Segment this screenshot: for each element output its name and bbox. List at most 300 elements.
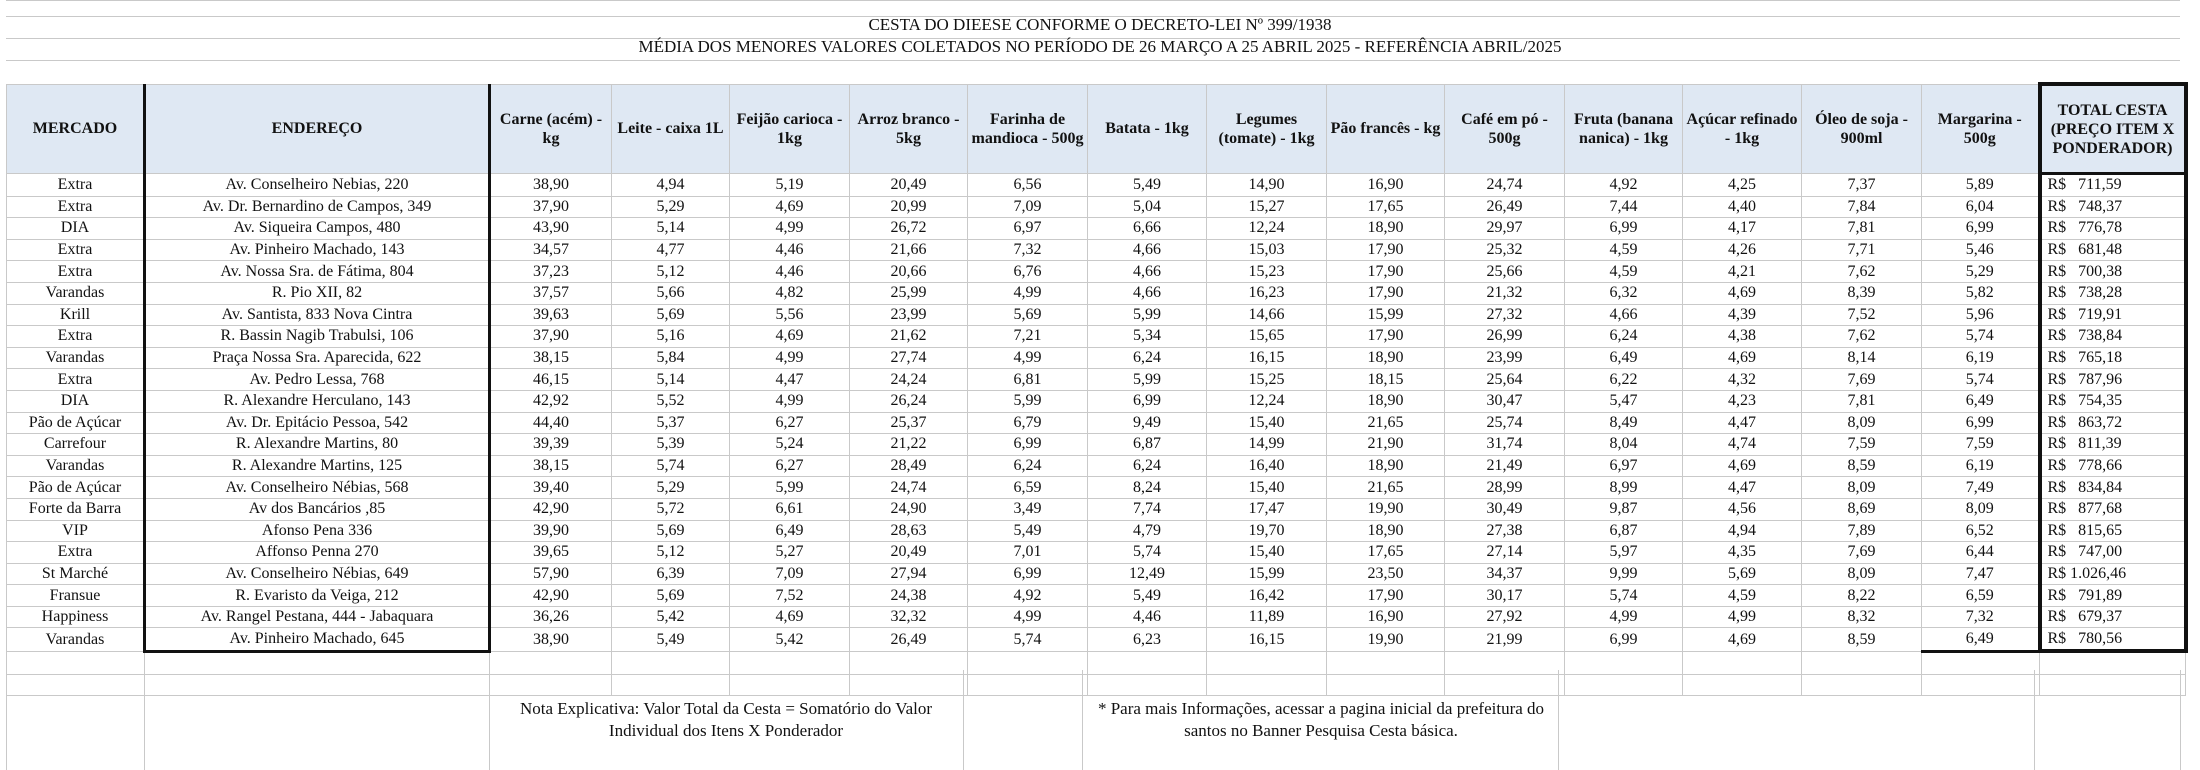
cell-price[interactable]: 4,38 [1683,326,1802,348]
cell-price[interactable]: 14,66 [1207,304,1327,326]
cell-price[interactable]: 6,66 [1088,218,1207,240]
cell-price[interactable]: 46,15 [490,369,612,391]
cell-price[interactable]: 21,62 [850,326,968,348]
cell-endereco[interactable]: Av. Siqueira Campos, 480 [145,218,490,240]
cell-price[interactable]: 15,27 [1207,196,1327,218]
cell-endereco[interactable]: R. Alexandre Herculano, 143 [145,390,490,412]
empty-cell[interactable] [490,651,612,674]
empty-cell[interactable] [1802,674,1922,696]
cell-price[interactable]: 18,15 [1327,369,1445,391]
cell-price[interactable]: 5,04 [1088,196,1207,218]
cell-price[interactable]: 16,15 [1207,347,1327,369]
cell-price[interactable]: 17,47 [1207,498,1327,520]
cell-price[interactable]: 5,49 [1088,585,1207,607]
cell-price[interactable]: 4,59 [1683,585,1802,607]
cell-mercado[interactable]: Varandas [7,455,145,477]
cell-mercado[interactable]: VIP [7,520,145,542]
cell-price[interactable]: 7,49 [1922,477,2040,499]
cell-total[interactable]: R$ 834,84 [2040,477,2186,499]
cell-price[interactable]: 43,90 [490,218,612,240]
cell-price[interactable]: 19,90 [1327,628,1445,651]
cell-price[interactable]: 5,49 [968,520,1088,542]
cell-price[interactable]: 8,59 [1802,455,1922,477]
cell-endereco[interactable]: Av. Conselheiro Nébias, 649 [145,563,490,585]
empty-cell[interactable] [1683,674,1802,696]
cell-price[interactable]: 7,44 [1565,196,1683,218]
cell-price[interactable]: 30,49 [1445,498,1565,520]
cell-price[interactable]: 6,49 [730,520,850,542]
cell-mercado[interactable]: Extra [7,174,145,197]
cell-price[interactable]: 15,23 [1207,261,1327,283]
cell-price[interactable]: 21,49 [1445,455,1565,477]
cell-total[interactable]: R$ 738,28 [2040,282,2186,304]
empty-cell[interactable] [7,674,145,696]
cell-price[interactable]: 37,90 [490,326,612,348]
cell-price[interactable]: 7,84 [1802,196,1922,218]
empty-cell[interactable] [1565,674,1683,696]
cell-price[interactable]: 27,32 [1445,304,1565,326]
cell-price[interactable]: 5,74 [968,628,1088,651]
cell-mercado[interactable]: Extra [7,261,145,283]
cell-price[interactable]: 21,22 [850,434,968,456]
cell-endereco[interactable]: Av. Nossa Sra. de Fátima, 804 [145,261,490,283]
cell-price[interactable]: 24,24 [850,369,968,391]
cell-price[interactable]: 5,72 [612,498,730,520]
cell-price[interactable]: 25,74 [1445,412,1565,434]
cell-price[interactable]: 6,49 [1922,390,2040,412]
cell-price[interactable]: 29,97 [1445,218,1565,240]
cell-price[interactable]: 4,99 [730,218,850,240]
empty-cell[interactable] [7,651,145,674]
empty-cell[interactable] [730,651,850,674]
cell-price[interactable]: 27,14 [1445,542,1565,564]
cell-price[interactable]: 26,24 [850,390,968,412]
cell-price[interactable]: 21,90 [1327,434,1445,456]
cell-price[interactable]: 4,47 [1683,477,1802,499]
cell-price[interactable]: 21,66 [850,239,968,261]
empty-cell[interactable] [968,674,1088,696]
cell-price[interactable]: 5,34 [1088,326,1207,348]
cell-price[interactable]: 8,14 [1802,347,1922,369]
cell-total[interactable]: R$ 776,78 [2040,218,2186,240]
cell-price[interactable]: 7,81 [1802,390,1922,412]
cell-price[interactable]: 20,66 [850,261,968,283]
cell-price[interactable]: 20,49 [850,174,968,197]
cell-price[interactable]: 15,40 [1207,412,1327,434]
cell-price[interactable]: 4,35 [1683,542,1802,564]
cell-price[interactable]: 26,99 [1445,326,1565,348]
cell-price[interactable]: 8,39 [1802,282,1922,304]
cell-mercado[interactable]: Varandas [7,282,145,304]
cell-price[interactable]: 24,74 [850,477,968,499]
cell-price[interactable]: 5,84 [612,347,730,369]
cell-price[interactable]: 37,23 [490,261,612,283]
cell-price[interactable]: 17,65 [1327,542,1445,564]
cell-price[interactable]: 6,24 [968,455,1088,477]
cell-price[interactable]: 30,47 [1445,390,1565,412]
cell-price[interactable]: 15,40 [1207,477,1327,499]
cell-price[interactable]: 6,59 [1922,585,2040,607]
cell-price[interactable]: 4,92 [1565,174,1683,197]
cell-price[interactable]: 23,99 [850,304,968,326]
cell-price[interactable]: 39,65 [490,542,612,564]
cell-price[interactable]: 5,89 [1922,174,2040,197]
empty-cell[interactable] [1802,651,1922,674]
cell-price[interactable]: 17,90 [1327,326,1445,348]
cell-total[interactable]: R$ 700,38 [2040,261,2186,283]
cell-price[interactable]: 4,99 [1683,606,1802,628]
empty-cell[interactable] [1683,651,1802,674]
empty-cell[interactable] [145,651,490,674]
cell-endereco[interactable]: Av. Pedro Lessa, 768 [145,369,490,391]
cell-price[interactable]: 6,44 [1922,542,2040,564]
cell-price[interactable]: 8,09 [1922,498,2040,520]
cell-total[interactable]: R$ 754,35 [2040,390,2186,412]
cell-price[interactable]: 4,21 [1683,261,1802,283]
cell-price[interactable]: 7,09 [730,563,850,585]
cell-price[interactable]: 6,99 [968,563,1088,585]
cell-price[interactable]: 4,59 [1565,239,1683,261]
cell-price[interactable]: 4,66 [1088,239,1207,261]
cell-price[interactable]: 5,74 [1565,585,1683,607]
cell-price[interactable]: 39,40 [490,477,612,499]
cell-price[interactable]: 6,97 [1565,455,1683,477]
cell-price[interactable]: 6,49 [1565,347,1683,369]
cell-price[interactable]: 42,90 [490,498,612,520]
cell-mercado[interactable]: Extra [7,542,145,564]
cell-price[interactable]: 44,40 [490,412,612,434]
cell-price[interactable]: 17,65 [1327,196,1445,218]
empty-cell[interactable] [1088,651,1207,674]
cell-mercado[interactable]: Pão de Açúcar [7,477,145,499]
empty-cell[interactable] [612,674,730,696]
cell-price[interactable]: 6,04 [1922,196,2040,218]
cell-endereco[interactable]: Av. Pinheiro Machado, 143 [145,239,490,261]
cell-price[interactable]: 4,99 [968,347,1088,369]
empty-cell[interactable] [1922,651,2040,674]
cell-price[interactable]: 18,90 [1327,218,1445,240]
empty-cell[interactable] [1565,651,1683,674]
cell-price[interactable]: 18,90 [1327,455,1445,477]
empty-cell[interactable] [1445,651,1565,674]
cell-price[interactable]: 4,77 [612,239,730,261]
cell-price[interactable]: 6,39 [612,563,730,585]
cell-price[interactable]: 8,49 [1565,412,1683,434]
cell-price[interactable]: 15,40 [1207,542,1327,564]
cell-price[interactable]: 7,21 [968,326,1088,348]
cell-price[interactable]: 4,46 [1088,606,1207,628]
cell-price[interactable]: 5,14 [612,218,730,240]
cell-price[interactable]: 26,72 [850,218,968,240]
cell-price[interactable]: 7,74 [1088,498,1207,520]
cell-mercado[interactable]: Fransue [7,585,145,607]
cell-price[interactable]: 4,99 [1565,606,1683,628]
cell-price[interactable]: 17,90 [1327,239,1445,261]
cell-price[interactable]: 4,69 [1683,455,1802,477]
cell-price[interactable]: 11,89 [1207,606,1327,628]
cell-price[interactable]: 39,90 [490,520,612,542]
cell-price[interactable]: 16,23 [1207,282,1327,304]
cell-price[interactable]: 4,66 [1088,261,1207,283]
cell-price[interactable]: 6,99 [968,434,1088,456]
cell-price[interactable]: 3,49 [968,498,1088,520]
cell-price[interactable]: 5,39 [612,434,730,456]
cell-price[interactable]: 7,52 [730,585,850,607]
cell-price[interactable]: 37,90 [490,196,612,218]
cell-price[interactable]: 25,32 [1445,239,1565,261]
cell-price[interactable]: 15,25 [1207,369,1327,391]
cell-price[interactable]: 7,81 [1802,218,1922,240]
cell-price[interactable]: 27,74 [850,347,968,369]
cell-price[interactable]: 7,52 [1802,304,1922,326]
cell-price[interactable]: 6,19 [1922,455,2040,477]
cell-price[interactable]: 15,65 [1207,326,1327,348]
cell-mercado[interactable]: Varandas [7,347,145,369]
cell-total[interactable]: R$ 711,59 [2040,174,2186,197]
cell-price[interactable]: 6,59 [968,477,1088,499]
cell-price[interactable]: 4,99 [968,282,1088,304]
cell-price[interactable]: 16,15 [1207,628,1327,651]
cell-price[interactable]: 4,47 [730,369,850,391]
cell-total[interactable]: R$ 765,18 [2040,347,2186,369]
cell-price[interactable]: 6,27 [730,455,850,477]
cell-price[interactable]: 4,66 [1565,304,1683,326]
cell-price[interactable]: 32,32 [850,606,968,628]
cell-mercado[interactable]: Pão de Açúcar [7,412,145,434]
cell-endereco[interactable]: Afonso Pena 336 [145,520,490,542]
cell-price[interactable]: 5,29 [612,477,730,499]
cell-price[interactable]: 6,81 [968,369,1088,391]
cell-price[interactable]: 6,99 [1565,628,1683,651]
cell-total[interactable]: R$ 748,37 [2040,196,2186,218]
cell-price[interactable]: 4,74 [1683,434,1802,456]
cell-price[interactable]: 4,47 [1683,412,1802,434]
cell-price[interactable]: 6,99 [1088,390,1207,412]
cell-price[interactable]: 6,76 [968,261,1088,283]
cell-total[interactable]: R$ 1.026,46 [2040,563,2186,585]
cell-price[interactable]: 4,46 [730,261,850,283]
cell-price[interactable]: 16,90 [1327,606,1445,628]
empty-cell[interactable] [1327,674,1445,696]
cell-price[interactable]: 4,69 [730,326,850,348]
cell-price[interactable]: 19,90 [1327,498,1445,520]
cell-price[interactable]: 4,69 [1683,347,1802,369]
cell-price[interactable]: 6,52 [1922,520,2040,542]
cell-price[interactable]: 4,69 [730,196,850,218]
cell-total[interactable]: R$ 877,68 [2040,498,2186,520]
cell-price[interactable]: 6,27 [730,412,850,434]
cell-total[interactable]: R$ 719,91 [2040,304,2186,326]
cell-price[interactable]: 7,01 [968,542,1088,564]
cell-price[interactable]: 24,90 [850,498,968,520]
cell-price[interactable]: 5,82 [1922,282,2040,304]
cell-price[interactable]: 4,32 [1683,369,1802,391]
empty-cell[interactable] [490,674,612,696]
empty-cell[interactable] [2040,674,2186,696]
cell-price[interactable]: 5,12 [612,542,730,564]
cell-price[interactable]: 5,96 [1922,304,2040,326]
cell-price[interactable]: 39,63 [490,304,612,326]
cell-price[interactable]: 5,69 [1683,563,1802,585]
cell-price[interactable]: 18,90 [1327,520,1445,542]
cell-price[interactable]: 26,49 [1445,196,1565,218]
cell-price[interactable]: 21,65 [1327,477,1445,499]
cell-price[interactable]: 5,69 [612,304,730,326]
cell-price[interactable]: 4,40 [1683,196,1802,218]
cell-price[interactable]: 7,47 [1922,563,2040,585]
cell-price[interactable]: 6,99 [1922,218,2040,240]
cell-price[interactable]: 8,09 [1802,412,1922,434]
cell-price[interactable]: 7,69 [1802,542,1922,564]
cell-endereco[interactable]: R. Bassin Nagib Trabulsi, 106 [145,326,490,348]
empty-cell[interactable] [850,674,968,696]
cell-price[interactable]: 8,04 [1565,434,1683,456]
cell-price[interactable]: 28,49 [850,455,968,477]
cell-price[interactable]: 14,90 [1207,174,1327,197]
cell-price[interactable]: 8,22 [1802,585,1922,607]
cell-endereco[interactable]: Av. Santista, 833 Nova Cintra [145,304,490,326]
cell-price[interactable]: 9,99 [1565,563,1683,585]
cell-mercado[interactable]: Extra [7,239,145,261]
cell-endereco[interactable]: R. Alexandre Martins, 80 [145,434,490,456]
cell-price[interactable]: 7,32 [1922,606,2040,628]
cell-price[interactable]: 38,15 [490,455,612,477]
cell-price[interactable]: 5,97 [1565,542,1683,564]
cell-price[interactable]: 36,26 [490,606,612,628]
empty-cell[interactable] [968,651,1088,674]
cell-mercado[interactable]: St Marché [7,563,145,585]
cell-price[interactable]: 6,19 [1922,347,2040,369]
cell-price[interactable]: 4,69 [730,606,850,628]
cell-total[interactable]: R$ 811,39 [2040,434,2186,456]
cell-price[interactable]: 24,38 [850,585,968,607]
cell-price[interactable]: 25,99 [850,282,968,304]
cell-price[interactable]: 5,42 [612,606,730,628]
cell-price[interactable]: 5,52 [612,390,730,412]
cell-mercado[interactable]: Krill [7,304,145,326]
cell-price[interactable]: 4,46 [730,239,850,261]
cell-price[interactable]: 20,49 [850,542,968,564]
cell-mercado[interactable]: Extra [7,369,145,391]
cell-total[interactable]: R$ 778,66 [2040,455,2186,477]
cell-price[interactable]: 5,19 [730,174,850,197]
cell-price[interactable]: 6,56 [968,174,1088,197]
cell-endereco[interactable]: Av. Dr. Bernardino de Campos, 349 [145,196,490,218]
cell-endereco[interactable]: Av dos Bancários ,85 [145,498,490,520]
empty-cell[interactable] [1207,651,1327,674]
cell-price[interactable]: 5,49 [1088,174,1207,197]
empty-cell[interactable] [2040,651,2186,674]
cell-price[interactable]: 5,14 [612,369,730,391]
cell-price[interactable]: 23,99 [1445,347,1565,369]
cell-price[interactable]: 4,23 [1683,390,1802,412]
cell-price[interactable]: 5,99 [1088,304,1207,326]
cell-mercado[interactable]: Varandas [7,628,145,651]
cell-price[interactable]: 27,94 [850,563,968,585]
cell-price[interactable]: 24,74 [1445,174,1565,197]
cell-price[interactable]: 7,62 [1802,261,1922,283]
cell-price[interactable]: 5,12 [612,261,730,283]
cell-mercado[interactable]: DIA [7,390,145,412]
cell-total[interactable]: R$ 863,72 [2040,412,2186,434]
cell-price[interactable]: 28,99 [1445,477,1565,499]
cell-price[interactable]: 42,90 [490,585,612,607]
cell-price[interactable]: 19,70 [1207,520,1327,542]
cell-price[interactable]: 39,39 [490,434,612,456]
cell-total[interactable]: R$ 815,65 [2040,520,2186,542]
cell-price[interactable]: 6,23 [1088,628,1207,651]
cell-price[interactable]: 31,74 [1445,434,1565,456]
cell-price[interactable]: 5,46 [1922,239,2040,261]
cell-total[interactable]: R$ 747,00 [2040,542,2186,564]
cell-price[interactable]: 5,56 [730,304,850,326]
cell-price[interactable]: 6,99 [1565,218,1683,240]
cell-price[interactable]: 16,90 [1327,174,1445,197]
cell-price[interactable]: 8,09 [1802,563,1922,585]
cell-price[interactable]: 6,87 [1565,520,1683,542]
cell-price[interactable]: 7,59 [1922,434,2040,456]
cell-price[interactable]: 8,69 [1802,498,1922,520]
cell-total[interactable]: R$ 787,96 [2040,369,2186,391]
cell-price[interactable]: 8,24 [1088,477,1207,499]
cell-price[interactable]: 25,66 [1445,261,1565,283]
cell-price[interactable]: 8,32 [1802,606,1922,628]
cell-price[interactable]: 5,69 [612,520,730,542]
cell-price[interactable]: 5,99 [968,390,1088,412]
cell-endereco[interactable]: Av. Conselheiro Nébias, 568 [145,477,490,499]
cell-price[interactable]: 6,99 [1922,412,2040,434]
cell-price[interactable]: 5,69 [968,304,1088,326]
cell-price[interactable]: 28,63 [850,520,968,542]
cell-price[interactable]: 5,29 [612,196,730,218]
cell-price[interactable]: 4,82 [730,282,850,304]
cell-price[interactable]: 4,66 [1088,282,1207,304]
cell-mercado[interactable]: Forte da Barra [7,498,145,520]
cell-price[interactable]: 4,69 [1683,628,1802,651]
cell-price[interactable]: 42,92 [490,390,612,412]
empty-cell[interactable] [145,674,490,696]
cell-price[interactable]: 5,47 [1565,390,1683,412]
cell-price[interactable]: 12,49 [1088,563,1207,585]
cell-price[interactable]: 8,59 [1802,628,1922,651]
empty-cell[interactable] [730,674,850,696]
cell-price[interactable]: 8,99 [1565,477,1683,499]
cell-price[interactable]: 15,03 [1207,239,1327,261]
cell-total[interactable]: R$ 681,48 [2040,239,2186,261]
cell-price[interactable]: 5,37 [612,412,730,434]
cell-price[interactable]: 14,99 [1207,434,1327,456]
cell-price[interactable]: 18,90 [1327,347,1445,369]
empty-cell[interactable] [850,651,968,674]
empty-cell[interactable] [1922,674,2040,696]
cell-price[interactable]: 5,16 [612,326,730,348]
cell-price[interactable]: 4,94 [1683,520,1802,542]
cell-price[interactable]: 30,17 [1445,585,1565,607]
cell-price[interactable]: 34,57 [490,239,612,261]
cell-total[interactable]: R$ 738,84 [2040,326,2186,348]
cell-price[interactable]: 6,22 [1565,369,1683,391]
cell-price[interactable]: 4,17 [1683,218,1802,240]
cell-price[interactable]: 6,24 [1088,347,1207,369]
cell-price[interactable]: 21,32 [1445,282,1565,304]
cell-price[interactable]: 7,62 [1802,326,1922,348]
cell-price[interactable]: 6,61 [730,498,850,520]
cell-price[interactable]: 16,40 [1207,455,1327,477]
cell-price[interactable]: 6,49 [1922,628,2040,651]
cell-total[interactable]: R$ 780,56 [2040,628,2186,651]
cell-price[interactable]: 5,74 [1088,542,1207,564]
cell-price[interactable]: 4,26 [1683,239,1802,261]
